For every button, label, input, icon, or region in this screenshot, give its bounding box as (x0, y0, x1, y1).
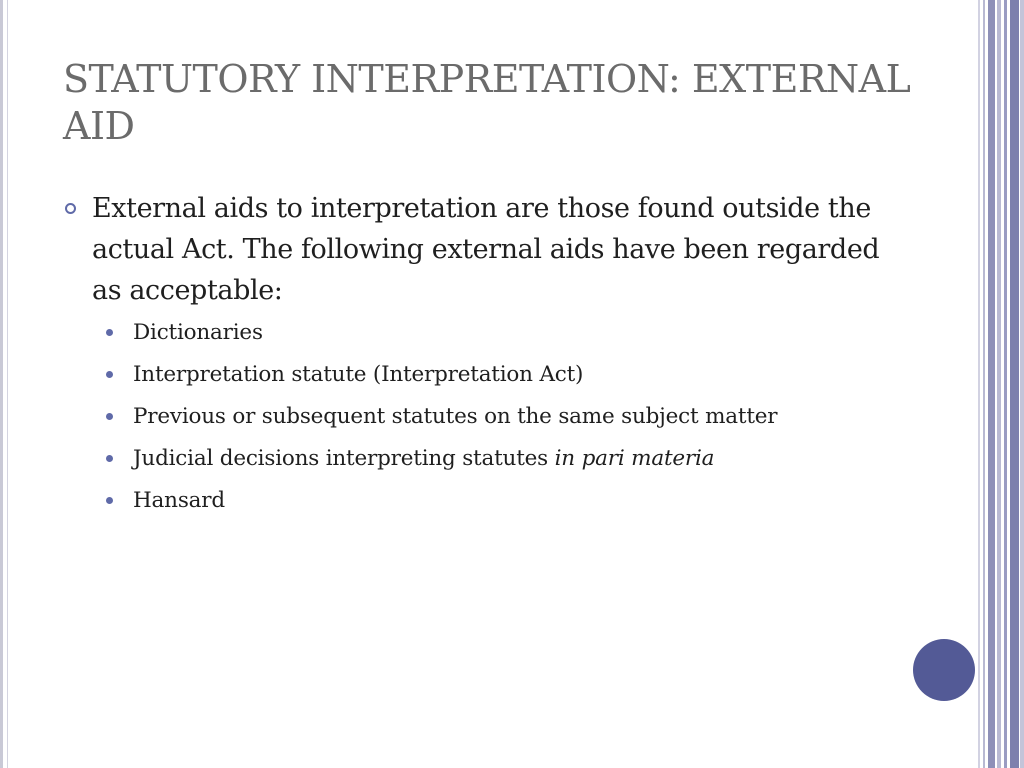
dot-bullet-icon (106, 371, 113, 378)
list-item-text: Hansard (133, 488, 225, 513)
left-border (0, 0, 3, 768)
list-item (63, 441, 883, 477)
list-item (63, 399, 883, 435)
dot-bullet-icon (106, 413, 113, 420)
list-item (63, 357, 883, 393)
external-aids-list (63, 315, 883, 519)
list-item-text: Judicial decisions interpreting statutes (133, 446, 555, 471)
list-item (63, 483, 883, 519)
list-item (63, 315, 883, 351)
left-border-line (7, 0, 8, 768)
italic-latin-phrase: in pari materia (554, 446, 715, 471)
ring-bullet-icon (65, 203, 76, 214)
circle-decoration (913, 639, 975, 701)
dot-bullet-icon (106, 455, 113, 462)
dot-bullet-icon (106, 329, 113, 336)
dot-bullet-icon (106, 497, 113, 504)
main-bullet-point (63, 188, 883, 311)
list-item-text: Dictionaries (133, 320, 263, 345)
slide-body (63, 188, 883, 525)
list-item-text: Interpretation statute (Interpretation Act) (133, 362, 584, 387)
slide-title: STATUTORY INTERPRETATION: EXTERNAL AID (63, 57, 911, 148)
intro-text: External aids to interpretation are those found outside the actual Act. The following external aids have been regarded as acceptable: (92, 193, 880, 306)
list-item-text: Previous or subsequent statutes on the same subject matter (133, 404, 778, 429)
